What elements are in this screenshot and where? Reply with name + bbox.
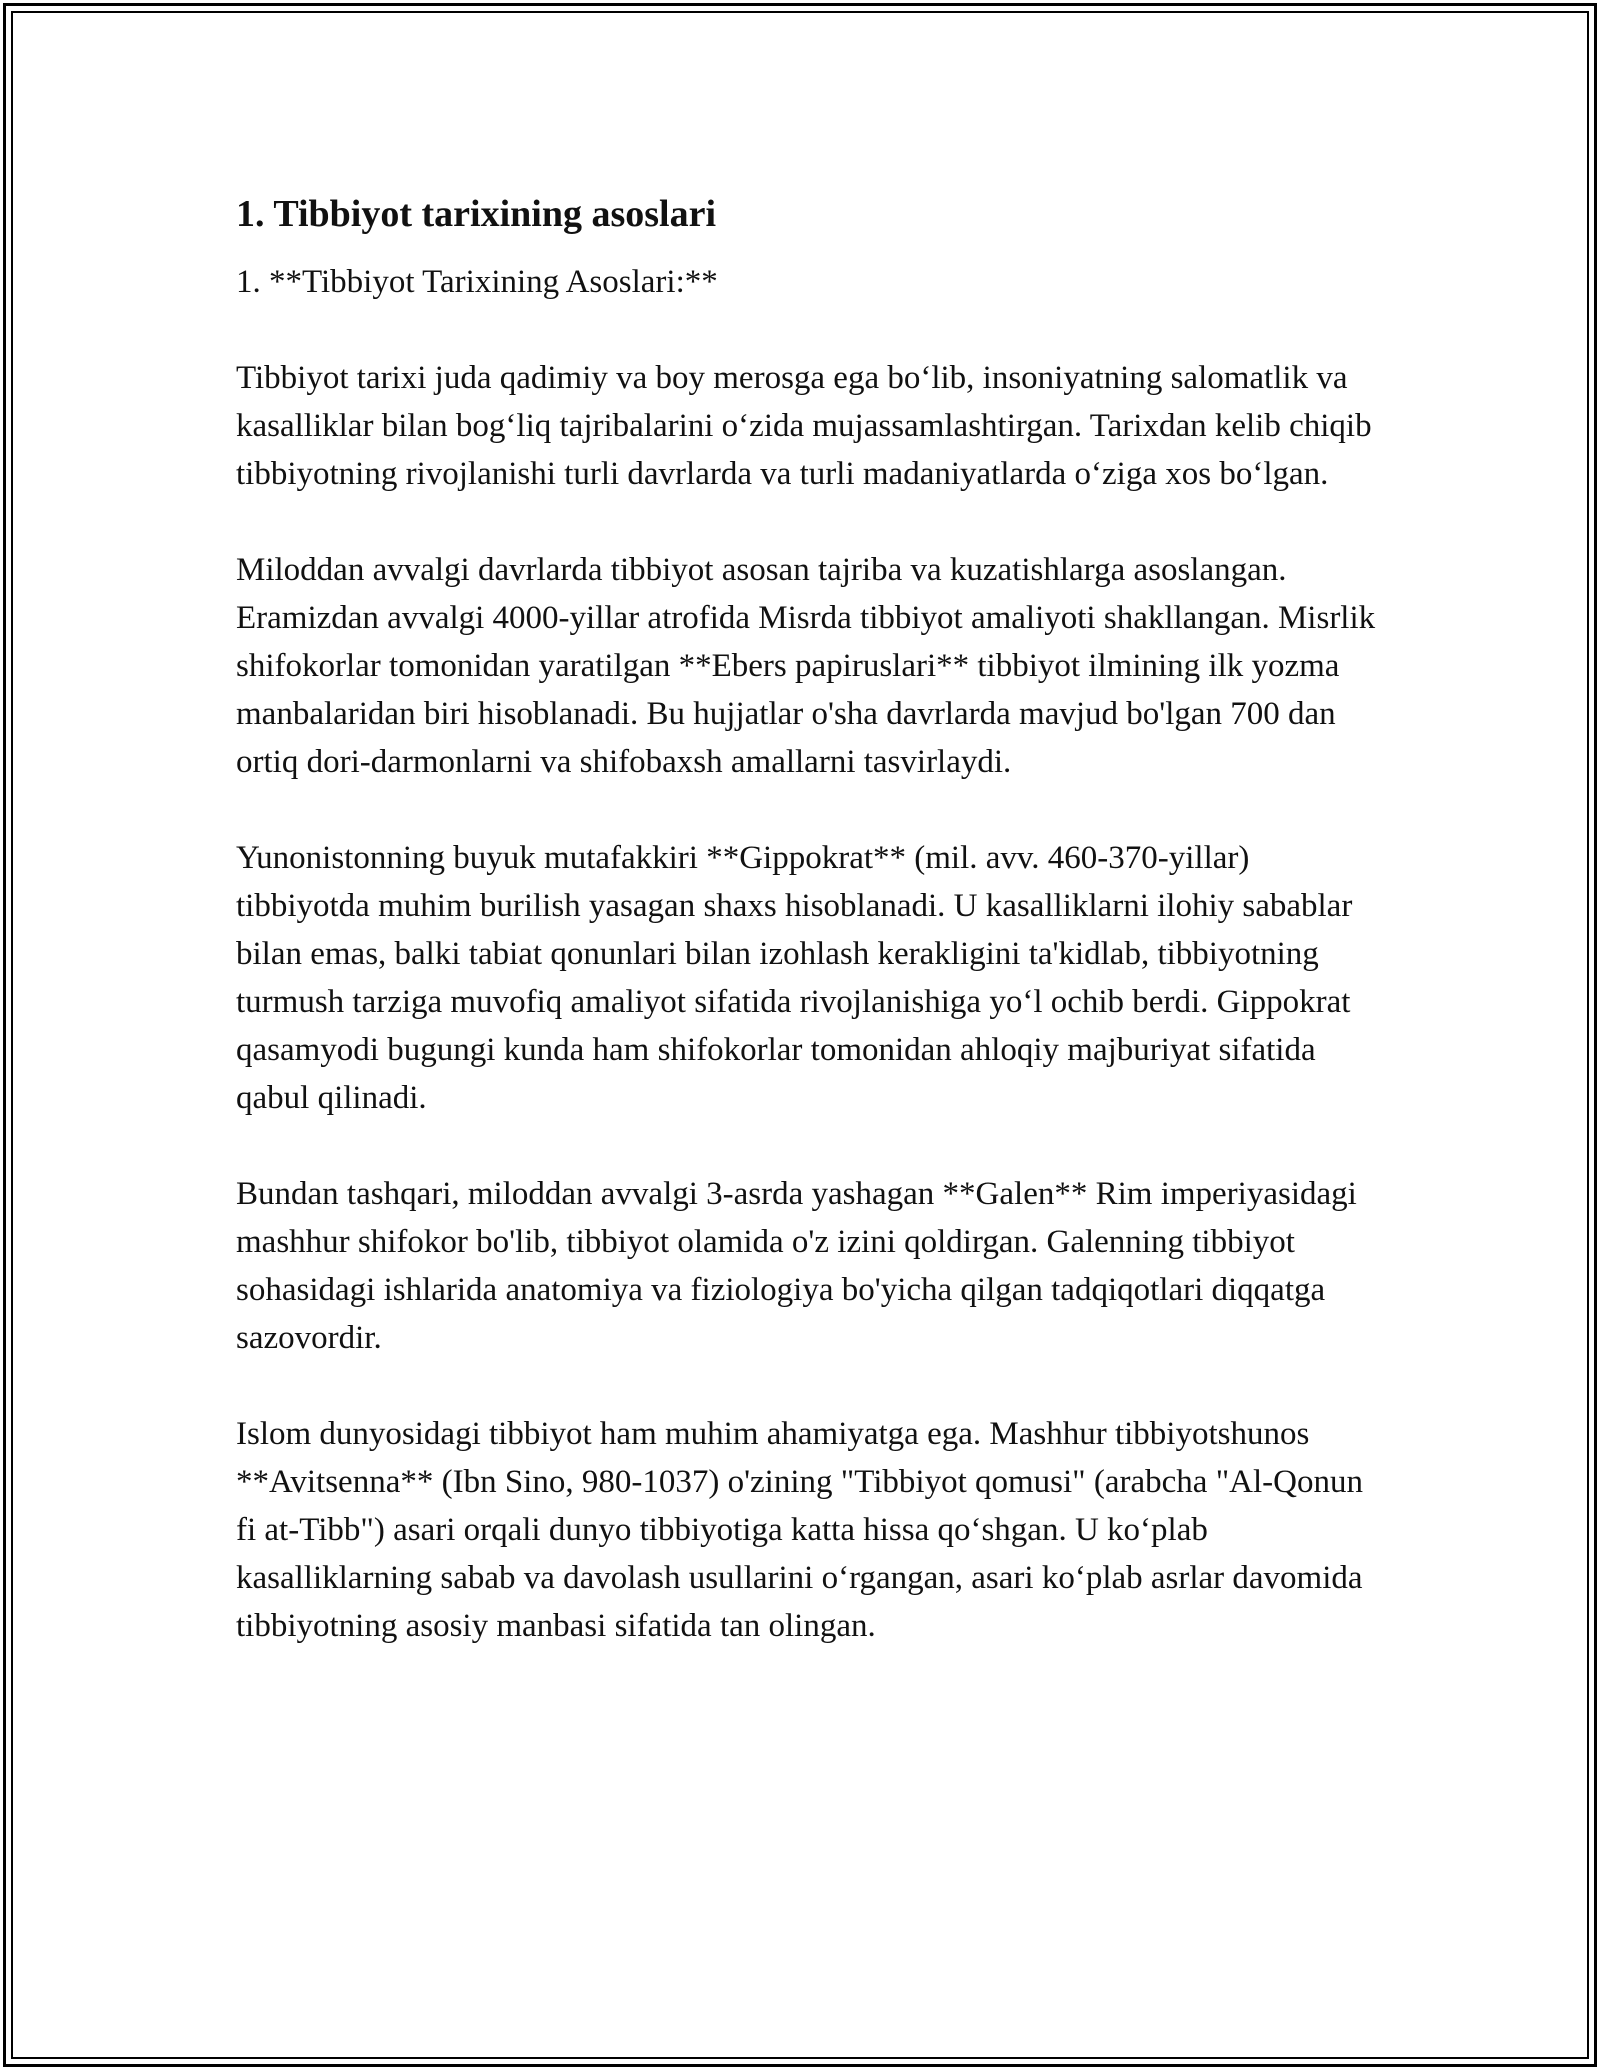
- section-heading: 1. Tibbiyot tarixining asoslari: [236, 193, 717, 235]
- paragraph-avicenna: Islom dunyosidagi tibbiyot ham muhim ahamiyatga ega. Mashhur tibbiyotshunos **Avitsenna** (Ibn Sino, 980-1037) o'zining "Tibbiyot qomusi" (arabcha "Al-Qonun fi at-Tibb") asari orqali dunyo tibbiyotiga katta hissa qoʻshgan. U koʻplab kasalliklarning sabab va davolash usullarini oʻrgangan, asari koʻplab asrlar davomida tibbiyotning asosiy manbasi sifatida tan olingan.: [236, 1416, 1363, 1644]
- paragraph-intro: Tibbiyot tarixi juda qadimiy va boy merosga ega boʻlib, insoniyatning salomatlik va kasalliklar bilan bogʻliq tajribalarini oʻzida mujassamlashtirgan. Tarixdan kelib chiqib tibbiyotning rivojlanishi turli davrlarda va turli madaniyatlarda oʻziga xos boʻlgan.: [236, 360, 1372, 492]
- paragraph-galen: Bundan tashqari, miloddan avvalgi 3-asrda yashagan **Galen** Rim imperiyasidagi mashhur shifokor bo'lib, tibbiyot olamida o'z izini qoldirgan. Galenning tibbiyot sohasidagi ishlarida anatomiya va fiziologiya bo'yicha qilgan tadqiqotlari diqqatga sazovordir.: [236, 1176, 1357, 1356]
- section-subheading: 1. **Tibbiyot Tarixining Asoslari:**: [236, 264, 718, 300]
- paragraph-egypt: Miloddan avvalgi davrlarda tibbiyot asosan tajriba va kuzatishlarga asoslangan. Eramizdan avvalgi 4000-yillar atrofida Misrda tibbiyot amaliyoti shakllangan. Misrlik shifokorlar tomonidan yaratilgan **Ebers papiruslari** tibbiyot ilmining ilk yozma manbalaridan biri hisoblanadi. Bu hujjatlar o'sha davrlarda mavjud bo'lgan 700 dan ortiq dori-darmonlarni va shifobaxsh amallarni tasvirlaydi.: [236, 552, 1376, 780]
- paragraph-hippocrates: Yunonistonning buyuk mutafakkiri **Gippokrat** (mil. avv. 460-370-yillar) tibbiyotda muhim burilish yasagan shaxs hisoblanadi. U kasalliklarni ilohiy sabablar bilan emas, balki tabiat qonunlari bilan izohlash kerakligini ta'kidlab, tibbiyotning turmush tarziga muvofiq amaliyot sifatida rivojlanishiga yoʻl ochib berdi. Gippokrat qasamyodi bugungi kunda ham shifokorlar tomonidan ahloqiy majburiyat sifatida qabul qilinadi.: [236, 840, 1353, 1116]
- document-body: [236, 190, 1386, 1650]
